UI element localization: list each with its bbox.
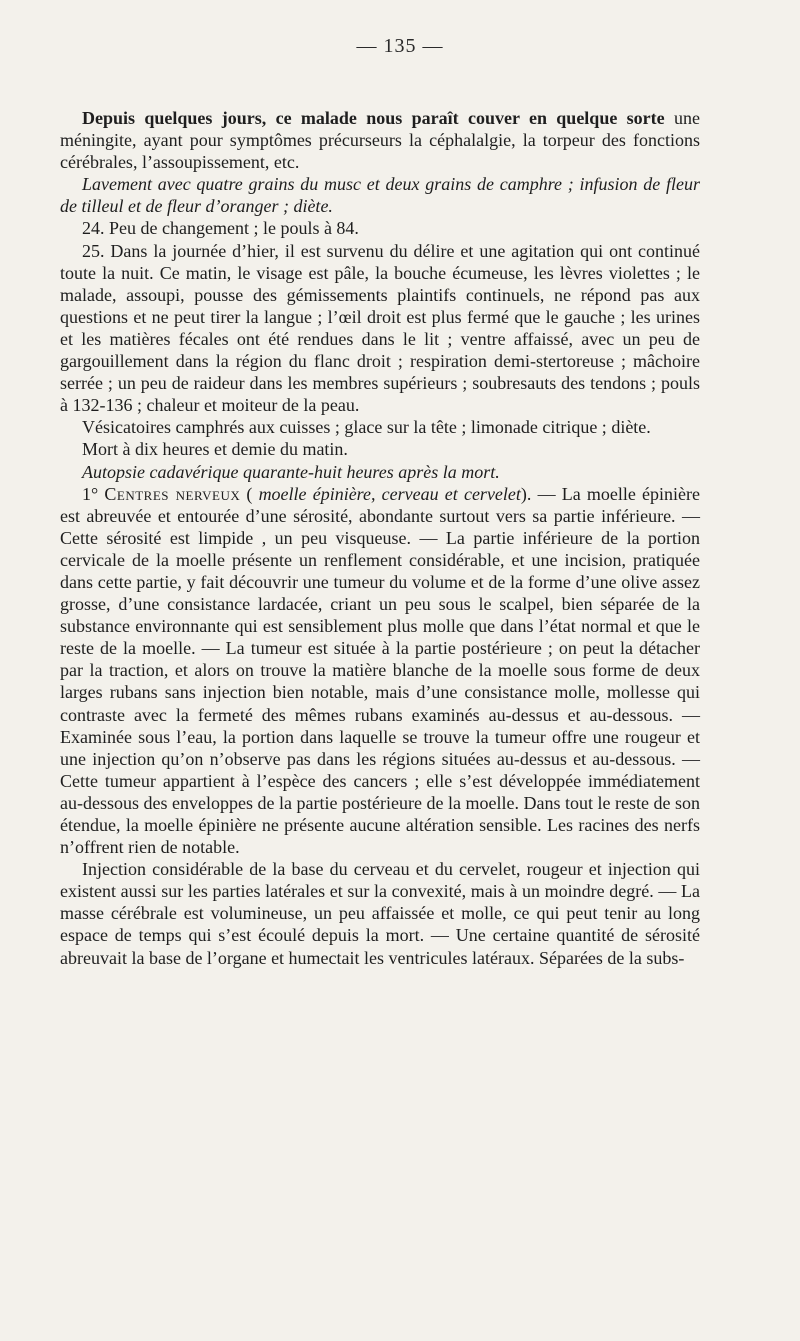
paragraph-8: 1° Centres nerveux ( moelle épinière, cerveau et cervelet). — La moelle épinière est abreuvée et entourée d’une sérosité, abondante surtout vers sa partie inférieure. — Cette sérosité est limpide , un peu visqueuse. — La partie inférieure de la portion cervicale de la moelle présente un renflement considérable, et une incision, pratiquée dans cette partie, y fait découvrir une tumeur du volume et de la forme d’une olive assez grosse, d’une consistance lardacée, criant un peu sous le scalpel, bien séparée de la substance environnante qui est sensiblement plus molle que dans l’état normal et que le reste de la moelle. — La tumeur est située à la partie postérieure ; on peut la détacher par la traction, et alors on trouve la matière blanche de la moelle sous forme de deux larges rubans sans injection bien notable, mais d’une consistance molle, mollesse qui contraste avec la fermeté des mêmes rubans examinés au-dessus et au-dessous. — Examinée sous l’eau, la portion dans laquelle se trouve la tumeur offre une rougeur et une injection qu’on n’observe pas dans les régions situées au-dessus et au-dessous. — Cette tumeur appartient à l’espèce des cancers ; elle s’est développée immédiatement au-dessous des enveloppes de la partie postérieure de la moelle. Dans tout le reste de son étendue, la moelle épinière ne présente aucune altération sensible. Les racines des nerfs n’offrent rien de notable. [60, 483, 701, 858]
paragraph-5: Vésicatoires camphrés aux cuisses ; glace sur la tête ; limonade citrique ; diète. [82, 417, 651, 438]
paragraph-1 [60, 107, 700, 173]
autopsy-heading: Autopsie cadavérique quarante-huit heures après la mort. [82, 461, 500, 482]
paragraph-2-text: Lavement avec quatre grains du musc et deux grains de camphre ; infusion de fleur de tilleul et de fleur d’oranger ; diète. [60, 174, 700, 217]
paragraph-1-rest: une méningite, ayant pour symptômes précurseurs la céphalalgie, la torpeur des fonctions cérébrales, l’assoupissement, etc. [60, 108, 700, 173]
section-subtitle: moelle épinière, cerveau et cervelet [258, 483, 521, 504]
paragraph-7 [60, 461, 700, 483]
paragraph-3: 24. Peu de changement ; le pouls à 84. [82, 218, 359, 239]
section-number: 1° [82, 483, 99, 504]
paragraph-8-text: — La moelle épinière est abreuvée et entourée d’une sérosité, abondante surtout vers sa partie inférieure. — Cette sérosité est limpide , un peu visqueuse. — La partie inférieure de la portion cervicale de la moelle présente un renflement considérable, et une incision, pratiquée dans cette partie, y fait découvrir une tumeur du volume et de la forme d’une olive assez grosse, d’une consistance lardacée, criant un peu sous le scalpel, bien séparée de la substance environnante qui est sensiblement plus molle que dans l’état normal et que le reste de la moelle. — La tumeur est située à la partie postérieure ; on peut la détacher par la traction, et alors on trouve la matière blanche de la moelle sous forme de deux larges rubans sans injection bien notable, mais d’une consistance molle, mollesse qui contraste avec la fermeté des mêmes rubans examinés au-dessus et au-dessous. — Examinée sous l’eau, la portion dans laquelle se trouve la tumeur offre une rougeur et une injection qu’on n’observe pas dans les régions situées au-dessus et au-dessous. — Cette tumeur appartient à l’espèce des cancers ; elle s’est développée immédiatement au-dessous des enveloppes de la partie postérieure de la moelle. Dans tout le reste de son étendue, la moelle épinière ne présente aucune altération sensible. Les racines des nerfs n’offrent rien de notable. [60, 483, 701, 858]
paragraph-4: 25. Dans la journée d’hier, il est survenu du délire et une agitation qui ont continué toute la nuit. Ce matin, le visage est pâle, la bouche écumeuse, les lèvres violettes ; le malade, assoupi, pousse des gémissements plaintifs continuels, ne répond pas aux questions et ne peut tirer la langue ; l’œil droit est plus fermé que le gauche ; les urines et les matières fécales ont été rendues dans le lit ; ventre affaissé, avec un peu de gargouillement dans la région du flanc droit ; respiration demi-stertoreuse ; mâchoire serrée ; un peu de raideur dans les membres supérieurs ; soubresauts des tendons ; pouls à 132-136 ; chaleur et moiteur de la peau. [60, 240, 700, 416]
section-heading: Centres nerveux [104, 483, 241, 504]
paragraph-6: Mort à dix heures et demie du matin. [82, 439, 348, 460]
page-number: — 135 — [356, 35, 444, 57]
paragraph-2 [60, 173, 700, 217]
body-text [60, 107, 700, 969]
paragraph-1-lead: Depuis quelques jours, ce malade nous paraît couver en quelque sorte [82, 108, 665, 128]
paragraph-9: Injection considérable de la base du cerveau et du cervelet, rougeur et injection qui existent aussi sur les parties latérales et sur la convexité, mais à un moindre degré. — La masse cérébrale est volumineuse, un peu affaissée et molle, ce qui peut tenir au long espace de temps qui s’est écoulé depuis la mort. — Une certaine quantité de sérosité abreuvait la base de l’organe et humectait les ventricules latéraux. Séparées de la subs- [60, 859, 700, 968]
